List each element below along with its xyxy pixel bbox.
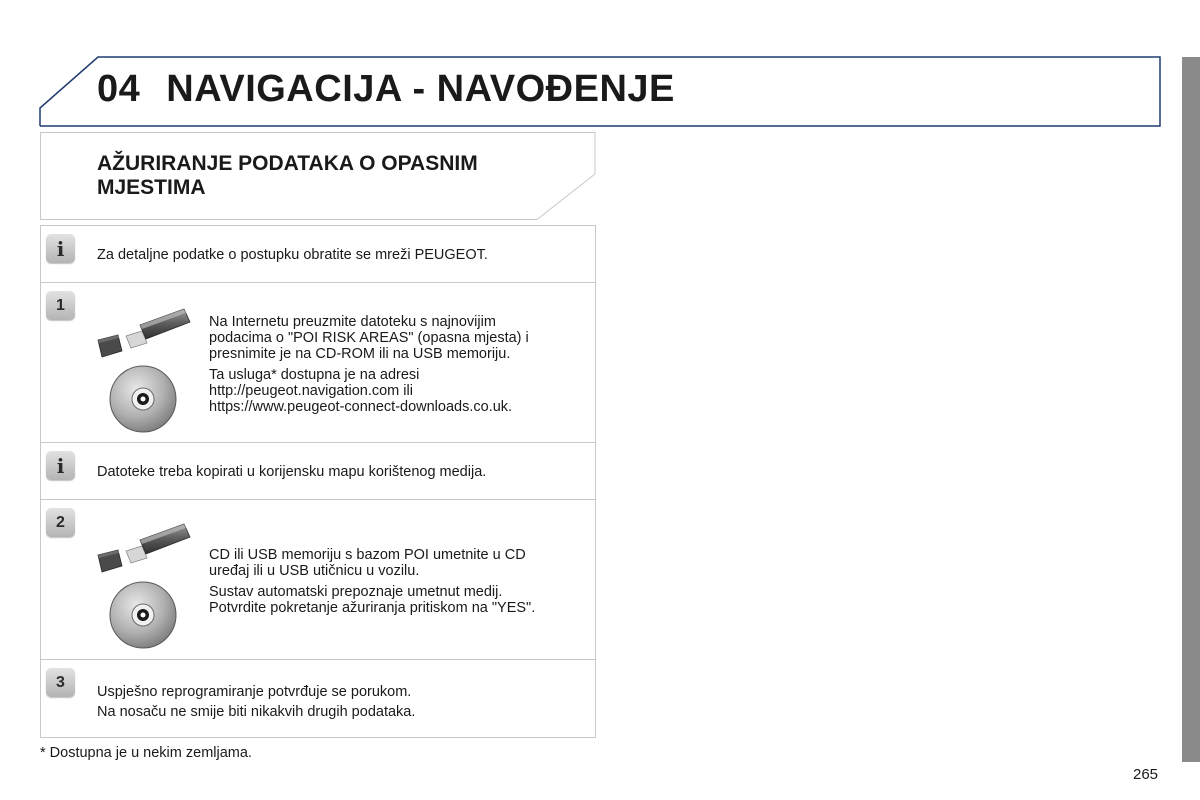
footnote: * Dostupna je u nekim zemljama. <box>40 745 252 761</box>
info-block-dealer <box>40 225 596 284</box>
cd-rom-icon <box>108 364 178 434</box>
step-1-block <box>40 282 596 444</box>
info-text: Datoteke treba kopirati u korijensku mapu korištenog medija. <box>97 464 487 480</box>
chapter-title <box>97 68 675 111</box>
step-2-insert-text: CD ili USB memoriju s bazom POI umetnite u CD uređaj ili u USB utičnicu u vozilu. <box>209 547 526 579</box>
side-thumb-tab <box>1182 57 1200 762</box>
step-3-badge: 3 <box>46 668 75 697</box>
info-icon: i <box>46 451 75 480</box>
step-2-badge: 2 <box>46 508 75 537</box>
step-3-block <box>40 659 596 738</box>
chapter-number: 04 <box>97 68 141 110</box>
step-1-badge: 1 <box>46 291 75 320</box>
info-block-root-folder <box>40 442 596 501</box>
usb-stick-icon <box>96 520 192 574</box>
usb-stick-icon <box>96 305 192 359</box>
step-1-download-text: Na Internetu preuzmite datoteku s najnovijim podacima o "POI RISK AREAS" (opasna mjesta) i presnimite je na CD-ROM ili na USB memoriju. <box>209 314 529 362</box>
chapter-name: NAVIGACIJA - NAVOĐENJE <box>166 68 675 110</box>
page-number: 265 <box>1133 766 1159 783</box>
cd-rom-icon <box>108 580 178 650</box>
section-title: AŽURIRANJE PODATAKA O OPASNIM MJESTIMA <box>97 152 478 199</box>
step-3-text: Uspješno reprogramiranje potvrđuje se porukom. Na nosaču ne smije biti nikakvih drugih podataka. <box>97 684 416 720</box>
step-2-confirm-text: Sustav automatski prepoznaje umetnut medij. Potvrdite pokretanje ažuriranja pritiskom na "YES". <box>209 584 536 616</box>
step-1-service-text: Ta usluga* dostupna je na adresi http://peugeot.navigation.com ili https://www.peugeot-connect-downloads.co.uk. <box>209 367 513 415</box>
info-icon: i <box>46 234 75 263</box>
step-2-block <box>40 499 596 661</box>
info-text: Za detaljne podatke o postupku obratite se mreži PEUGEOT. <box>97 247 488 263</box>
